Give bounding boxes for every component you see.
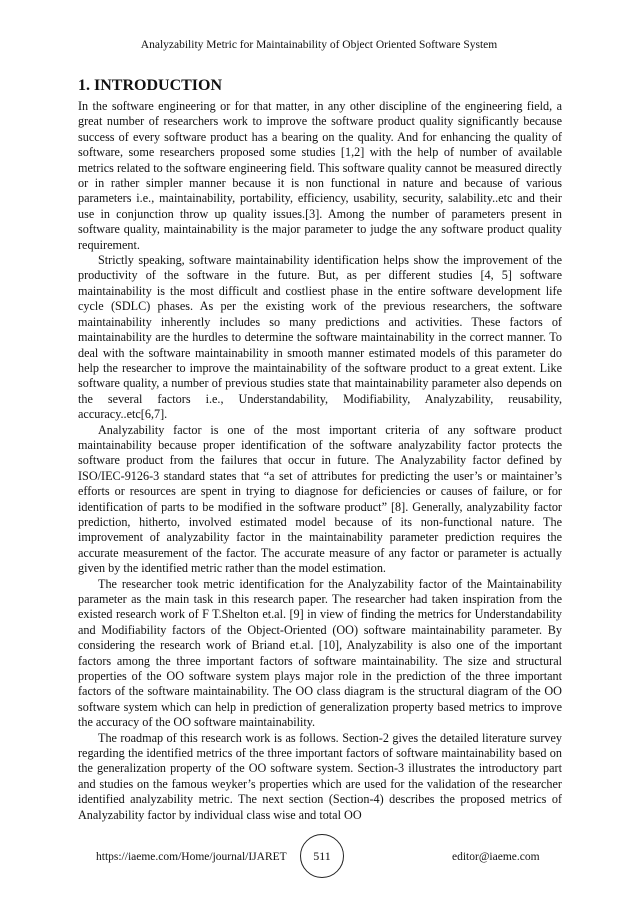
page-number-badge: 511: [300, 834, 344, 878]
editor-email-link[interactable]: editor@iaeme.com: [452, 851, 540, 863]
paragraph-1: In the software engineering or for that matter, in any other discipline of the engineering field, a great number of researchers work to improve the software product quality significantly because success of every software product has a bearing on the quality. And for enhancing the quality of software, some researchers proposed some studies [1,2] with the help of number of available metrics related to the software engineering field. This software quality cannot be measured directly or in rather simpler manner because it is non functional in nature and because of various parameters i.e., maintainability, portability, efficiency, usability, security, salability..etc and their use in conjunction throw up quality issues.[3]. Among the number of parameters present in software quality, maintainability is the major parameter to judge the any software product quality requirement.: [78, 99, 562, 252]
running-header: Analyzability Metric for Maintainability of Object Oriented Software System: [140, 39, 498, 51]
paragraph-2: Strictly speaking, software maintainability identification helps show the improvement of the productivity of the software in the future. But, as per different studies [4, 5] software maintainability is the most difficult and costliest phase in the entire software development life cycle (SDLC) phases. As per the existing work of the previous researchers, the software maintainability inherently includes so many predictions and activities. These factors of maintainability are the hurdles to determine the software maintainability in the correct manner. To deal with the software maintainability in smooth manner estimated models of this parameter do help the researcher to improve the maintainability of the software product to a great extent. Like software quality, a number of previous studies state that maintainability parameter also depends on the several factors i.e., Understandability, Modifiability, Analyzability, reusability, accuracy..etc[6,7].: [78, 253, 562, 422]
paragraph-5: The roadmap of this research work is as follows. Section-2 gives the detailed literature survey regarding the identified metrics of the three important factors of software maintainability based on the generalization property of the OO software system. Section-3 illustrates the introductory part and studies on the famous weyker’s properties which are used for the validation of the researcher identified analyzability metric. The next section (Section-4) describes the proposed metrics of Analyzability factor by individual class wise and total OO: [78, 730, 562, 822]
page-footer: [0, 834, 638, 878]
journal-url-link[interactable]: https://iaeme.com/Home/journal/IJARET: [96, 851, 287, 863]
paragraph-3: Analyzability factor is one of the most important criteria of any software product maintainability because proper identification of the software analyzability factor protects the software product from the failures that occur in future. The Analyzability factor defined by ISO/IEC-9126-3 standard states that “a set of attributes for predicting the user’s or maintainer’s efforts or resources are spent in trying to diagnose for deficiencies or causes of failure, or for identification of parts to be modified in the software product” [8]. Generally, analyzability factor prediction, hitherto, involved estimated model because of its non-functional nature. The improvement of analyzability factor in the maintainability parameter prediction requires the accurate measurement of the factor. The accurate measure of any factor or parameter is actually given by the identified metric rather than the model estimation.: [78, 422, 562, 576]
paragraph-4: The researcher took metric identification for the Analyzability factor of the Maintainability parameter as the main task in this research paper. The researcher had taken inspiration from the existed research work of F T.Shelton et.al. [9] in view of finding the metrics for Understandability and Modifiability factors of the Object-Oriented (OO) software maintainability parameter. By considering the research work of Briand et.al. [10], Analyzability is also one of the important factors among the three important factors of software maintainability. The size and structural properties of the OO software system plays major role in the prediction of the three important factors of the software maintainability. The OO class diagram is the structural diagram of the OO software system which can help in prediction of generalization property based metrics to improve the accuracy of the OO software maintainability.: [78, 576, 562, 730]
article-body: [78, 76, 562, 823]
section-heading: 1. INTRODUCTION: [78, 77, 223, 94]
